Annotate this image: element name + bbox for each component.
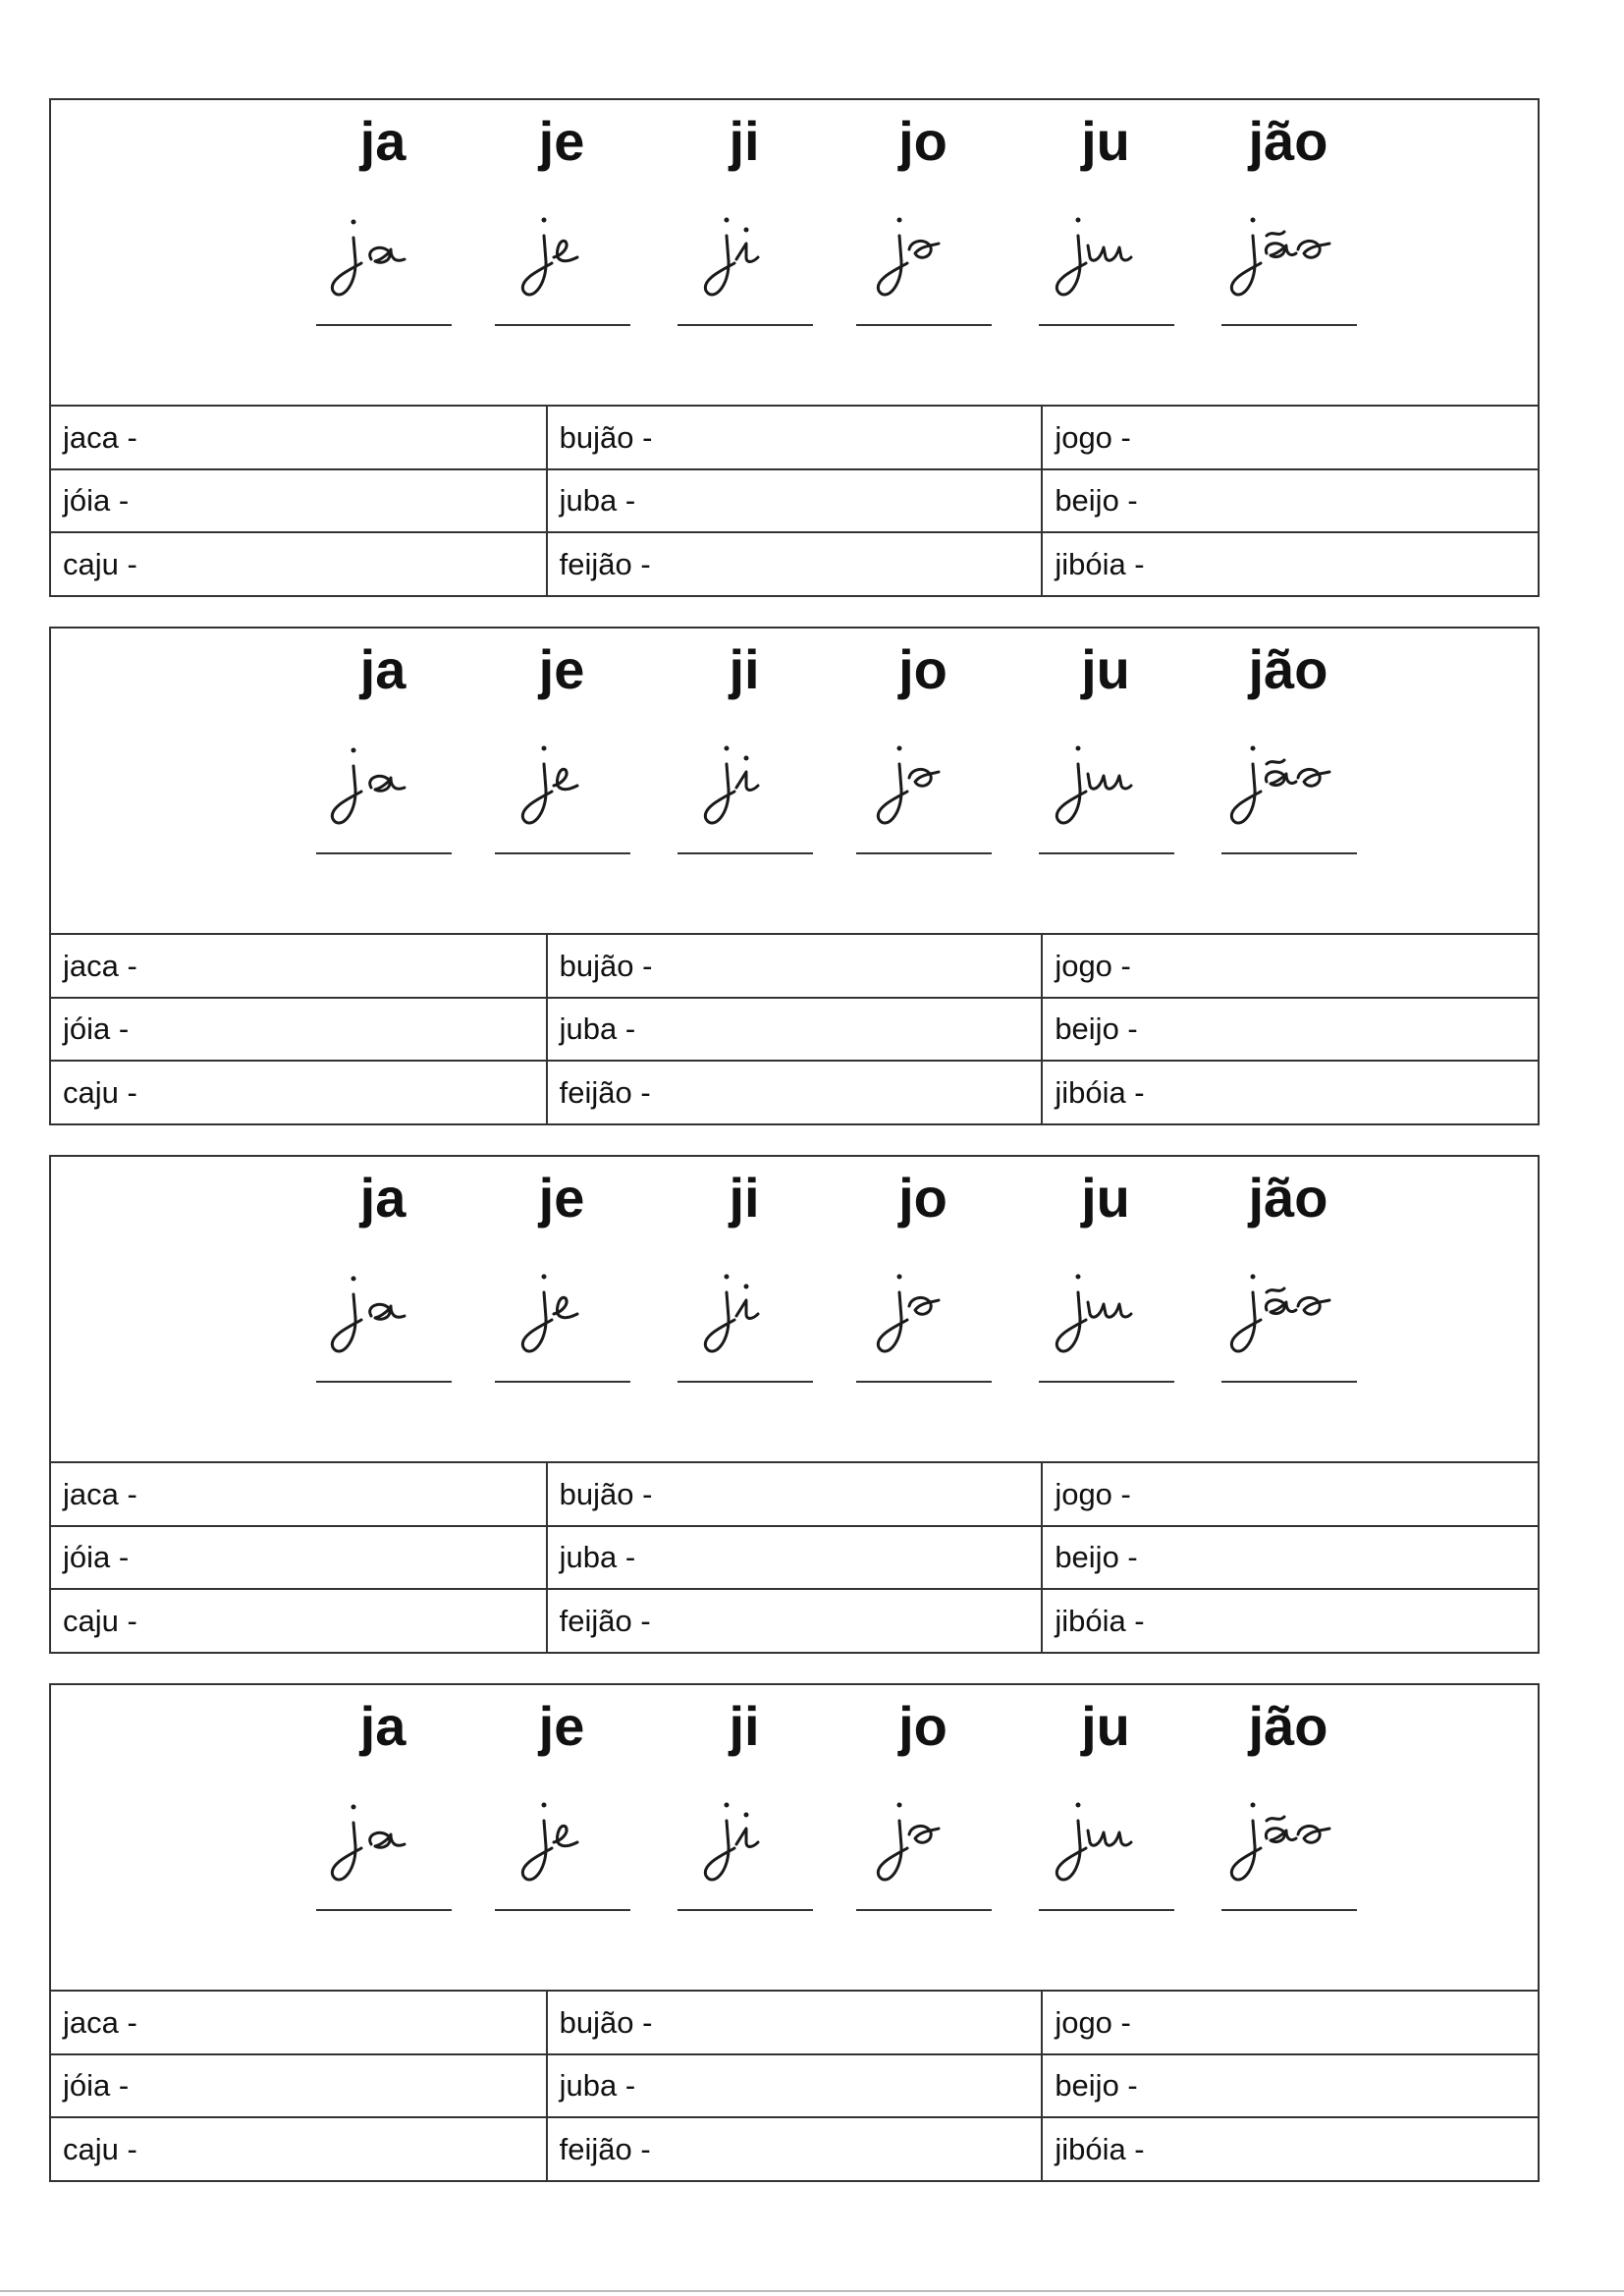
word-cell: jóia - bbox=[51, 1526, 547, 1589]
word-table bbox=[51, 935, 1538, 1123]
print-syllable: ji bbox=[729, 1167, 760, 1229]
writing-line bbox=[1221, 1909, 1357, 1911]
writing-line bbox=[1039, 324, 1174, 326]
writing-line bbox=[1221, 1381, 1357, 1383]
word-cell: bujão - bbox=[547, 935, 1043, 998]
word-cell: jóia - bbox=[51, 998, 547, 1061]
writing-line bbox=[1039, 852, 1174, 854]
syllable-ju bbox=[1027, 1157, 1184, 1463]
syllable-jao bbox=[1210, 100, 1367, 407]
syllable-jo bbox=[844, 629, 1001, 935]
print-syllable: ji bbox=[729, 638, 760, 700]
word-table bbox=[51, 1992, 1538, 2180]
word-cell: jibóia - bbox=[1055, 1603, 1145, 1638]
cursive-jao-handwriting bbox=[1231, 200, 1345, 306]
syllable-ja bbox=[304, 100, 461, 407]
word-cell: caju - bbox=[51, 2117, 547, 2180]
table-row bbox=[51, 1526, 1538, 1589]
word-cell: jaca - bbox=[51, 935, 547, 998]
table-row bbox=[51, 2054, 1538, 2117]
word-cell: jibóia - bbox=[1055, 2131, 1145, 2166]
syllable-jo bbox=[844, 100, 1001, 407]
word-cell: juba - bbox=[547, 469, 1043, 532]
word-cell: jaca - bbox=[51, 407, 547, 469]
cursive-jao-handwriting bbox=[1231, 1257, 1345, 1363]
print-syllable: ja bbox=[359, 110, 406, 172]
print-syllable: je bbox=[538, 1695, 585, 1757]
syllable-jao bbox=[1210, 1157, 1367, 1463]
writing-line bbox=[1221, 852, 1357, 854]
word-cell: jóia - bbox=[51, 2054, 547, 2117]
print-syllable: jão bbox=[1248, 1695, 1328, 1757]
syllable-je bbox=[483, 1157, 640, 1463]
print-syllable: jão bbox=[1248, 1167, 1328, 1229]
cursive-ji-handwriting bbox=[687, 200, 801, 306]
writing-line bbox=[677, 1909, 813, 1911]
cursive-je-handwriting bbox=[505, 1785, 619, 1891]
word-table bbox=[51, 1463, 1538, 1652]
writing-line bbox=[316, 324, 452, 326]
print-syllable: jo bbox=[898, 110, 947, 172]
print-syllable: ju bbox=[1081, 1695, 1130, 1757]
cursive-ju-handwriting bbox=[1049, 729, 1163, 835]
syllable-ji bbox=[666, 100, 823, 407]
word-cell: feijão - bbox=[547, 532, 1043, 595]
syllable-row bbox=[51, 1157, 1538, 1463]
table-row bbox=[51, 532, 1538, 595]
print-syllable: jão bbox=[1248, 110, 1328, 172]
cursive-ja-handwriting bbox=[326, 1785, 440, 1891]
syllable-je bbox=[483, 629, 640, 935]
word-cell: beijo - bbox=[1042, 1526, 1538, 1589]
print-syllable: ju bbox=[1081, 110, 1130, 172]
syllable-row bbox=[51, 1685, 1538, 1992]
word-cell: jaca - bbox=[51, 1463, 547, 1526]
writing-line bbox=[495, 1381, 630, 1383]
worksheet-block bbox=[49, 98, 1540, 597]
table-row bbox=[51, 469, 1538, 532]
table-row bbox=[51, 935, 1538, 998]
syllable-jo bbox=[844, 1685, 1001, 1992]
word-cell: bujão - bbox=[547, 407, 1043, 469]
word-table bbox=[51, 407, 1538, 595]
page-bottom-edge bbox=[0, 2290, 1624, 2292]
syllable-ju bbox=[1027, 1685, 1184, 1992]
writing-line bbox=[495, 852, 630, 854]
syllable-jo bbox=[844, 1157, 1001, 1463]
writing-line bbox=[677, 852, 813, 854]
worksheet-block bbox=[49, 1683, 1540, 2182]
writing-line bbox=[316, 852, 452, 854]
writing-line bbox=[1039, 1909, 1174, 1911]
cursive-jo-handwriting bbox=[866, 1785, 980, 1891]
print-syllable: ju bbox=[1081, 1167, 1130, 1229]
print-syllable: je bbox=[538, 638, 585, 700]
word-cell: bujão - bbox=[547, 1463, 1043, 1526]
table-row bbox=[51, 1589, 1538, 1652]
writing-line bbox=[495, 324, 630, 326]
cursive-ju-handwriting bbox=[1049, 1257, 1163, 1363]
cursive-je-handwriting bbox=[505, 729, 619, 835]
word-cell: caju - bbox=[51, 1589, 547, 1652]
cursive-je-handwriting bbox=[505, 200, 619, 306]
word-cell: caju - bbox=[51, 1061, 547, 1123]
print-syllable: jo bbox=[898, 1167, 947, 1229]
print-syllable: jo bbox=[898, 1695, 947, 1757]
print-syllable: jo bbox=[898, 638, 947, 700]
writing-line bbox=[316, 1909, 452, 1911]
table-row bbox=[51, 1992, 1538, 2054]
word-cell: feijão - bbox=[547, 1061, 1043, 1123]
syllable-row bbox=[51, 100, 1538, 407]
cursive-ja-handwriting bbox=[326, 1257, 440, 1363]
syllable-ja bbox=[304, 629, 461, 935]
syllable-ji bbox=[666, 1157, 823, 1463]
writing-line bbox=[677, 1381, 813, 1383]
writing-line bbox=[856, 852, 992, 854]
syllable-jao bbox=[1210, 1685, 1367, 1992]
table-row bbox=[51, 1061, 1538, 1123]
print-syllable: ju bbox=[1081, 638, 1130, 700]
word-cell: bujão - bbox=[547, 1992, 1043, 2054]
syllable-ji bbox=[666, 1685, 823, 1992]
writing-line bbox=[1039, 1381, 1174, 1383]
cursive-ja-handwriting bbox=[326, 200, 440, 306]
word-cell: beijo - bbox=[1042, 469, 1538, 532]
word-cell: juba - bbox=[547, 2054, 1043, 2117]
print-syllable: ja bbox=[359, 1695, 406, 1757]
writing-line bbox=[677, 324, 813, 326]
table-row bbox=[51, 2117, 1538, 2180]
cursive-ji-handwriting bbox=[687, 1785, 801, 1891]
word-cell: jaca - bbox=[51, 1992, 547, 2054]
word-cell: jogo - bbox=[1042, 1992, 1538, 2054]
syllable-ju bbox=[1027, 100, 1184, 407]
word-cell: feijão - bbox=[547, 2117, 1043, 2180]
cursive-jo-handwriting bbox=[866, 1257, 980, 1363]
cursive-ju-handwriting bbox=[1049, 200, 1163, 306]
table-row bbox=[51, 998, 1538, 1061]
word-cell: juba - bbox=[547, 1526, 1043, 1589]
word-cell: jogo - bbox=[1042, 407, 1538, 469]
print-syllable: jão bbox=[1248, 638, 1328, 700]
writing-line bbox=[856, 1909, 992, 1911]
cursive-jao-handwriting bbox=[1231, 729, 1345, 835]
syllable-je bbox=[483, 100, 640, 407]
worksheet-block bbox=[49, 1155, 1540, 1654]
cursive-ja-handwriting bbox=[326, 729, 440, 835]
word-cell: caju - bbox=[51, 532, 547, 595]
word-cell: beijo - bbox=[1042, 998, 1538, 1061]
syllable-ji bbox=[666, 629, 823, 935]
word-cell: jibóia - bbox=[1055, 1074, 1145, 1110]
worksheet-block bbox=[49, 627, 1540, 1125]
writing-line bbox=[495, 1909, 630, 1911]
cursive-ji-handwriting bbox=[687, 729, 801, 835]
syllable-je bbox=[483, 1685, 640, 1992]
word-cell: jogo - bbox=[1042, 1463, 1538, 1526]
cursive-ju-handwriting bbox=[1049, 1785, 1163, 1891]
writing-line bbox=[1221, 324, 1357, 326]
word-cell: jibóia - bbox=[1055, 546, 1145, 581]
syllable-ja bbox=[304, 1157, 461, 1463]
cursive-ji-handwriting bbox=[687, 1257, 801, 1363]
writing-line bbox=[856, 324, 992, 326]
word-cell: juba - bbox=[547, 998, 1043, 1061]
word-cell: beijo - bbox=[1042, 2054, 1538, 2117]
syllable-jao bbox=[1210, 629, 1367, 935]
word-cell: jogo - bbox=[1042, 935, 1538, 998]
table-row bbox=[51, 1463, 1538, 1526]
cursive-jao-handwriting bbox=[1231, 1785, 1345, 1891]
print-syllable: je bbox=[538, 110, 585, 172]
print-syllable: je bbox=[538, 1167, 585, 1229]
syllable-row bbox=[51, 629, 1538, 935]
writing-line bbox=[316, 1381, 452, 1383]
cursive-jo-handwriting bbox=[866, 200, 980, 306]
table-row bbox=[51, 407, 1538, 469]
print-syllable: ji bbox=[729, 110, 760, 172]
word-cell: feijão - bbox=[547, 1589, 1043, 1652]
cursive-je-handwriting bbox=[505, 1257, 619, 1363]
syllable-ja bbox=[304, 1685, 461, 1992]
print-syllable: ja bbox=[359, 1167, 406, 1229]
print-syllable: ji bbox=[729, 1695, 760, 1757]
writing-line bbox=[856, 1381, 992, 1383]
syllable-ju bbox=[1027, 629, 1184, 935]
word-cell: jóia - bbox=[51, 469, 547, 532]
cursive-jo-handwriting bbox=[866, 729, 980, 835]
print-syllable: ja bbox=[359, 638, 406, 700]
